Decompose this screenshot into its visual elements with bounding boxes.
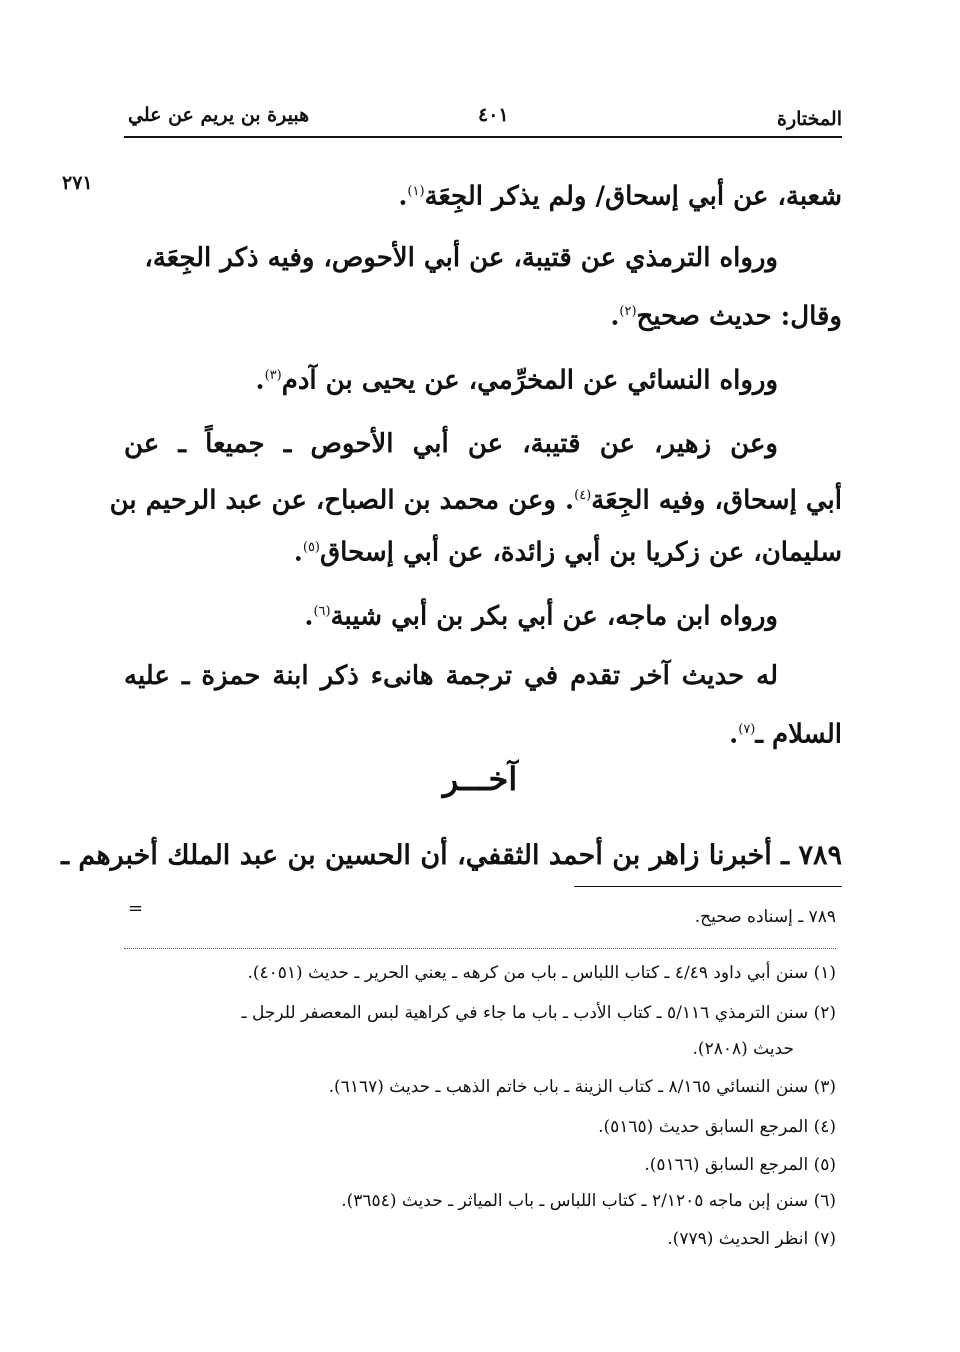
footnote-continuation: حديث (٢٨٠٨).	[692, 1039, 794, 1059]
footnote-ref: (٤)	[574, 488, 592, 503]
header-rule	[124, 136, 842, 138]
footnote-ref: (١)	[407, 184, 425, 199]
footnote: (٥) المرجع السابق (٥١٦٦).	[644, 1155, 836, 1175]
header-book-title: المختارة	[777, 108, 842, 130]
margin-manuscript-ref: ٢٧١	[62, 172, 93, 194]
footnote: (٢) سنن الترمذي ٥/١١٦ ـ كتاب الأدب ـ باب ما جاء في كراهية لبس المعصفر للرجل ـ	[241, 1003, 836, 1023]
footnote-ref: (٦)	[313, 604, 331, 619]
hadith-line: ٧٨٩ ـ أخبرنا زاهر بن أحمد الثقفي، أن الحسين بن عبد الملك أخبرهم ـ	[61, 840, 842, 871]
footnote-ref: (٢)	[619, 304, 637, 319]
body-line: وعن زهير، عن قتيبة، عن أبي الأحوص ـ جميعاً ـ عن	[124, 429, 778, 459]
header-page-number: ٤٠١	[478, 104, 509, 126]
body-line: ورواه النسائي عن المخرِّمي، عن يحيى بن آدم$^{(٣)}$.	[255, 365, 778, 396]
body-line: شعبة، عن أبي إسحاق/ ولم يذكر الجِعَة$^{(١)}$.	[398, 181, 842, 212]
body-line: السلام ـ$^{(٧)}$.	[729, 719, 842, 750]
footnote-dotted-rule	[124, 948, 836, 949]
footnote: (٦) سنن إبن ماجه ٢/١٢٠٥ ـ كتاب اللباس ـ باب المياثر ـ حديث (٣٦٥٤).	[341, 1191, 836, 1211]
body-line: له حديث آخر تقدم في ترجمة هانىء ذكر ابنة حمزة ـ عليه	[124, 661, 778, 691]
body-line: ورواه الترمذي عن قتيبة، عن أبي الأحوص، وفيه ذكر الجِعَة،	[144, 243, 778, 273]
footnote-separator	[574, 886, 842, 887]
grading-note: ٧٨٩ ـ إسناده صحيح.	[694, 907, 836, 927]
footnote: (٣) سنن النسائي ٨/١٦٥ ـ كتاب الزينة ـ باب خاتم الذهب ـ حديث (٦١٦٧).	[328, 1077, 836, 1097]
body-line: أبي إسحاق، وفيه الجِعَة$^{(٤)}$. وعن محمد بن الصباح، عن عبد الرحيم بن	[109, 485, 842, 516]
section-heading: آخـــر	[442, 760, 518, 798]
footnote: (١) سنن أبي داود ٤/٤٩ ـ كتاب اللباس ـ باب من كرهه ـ يعني الحرير ـ حديث (٤٠٥١).	[247, 963, 836, 983]
body-line: ورواه ابن ماجه، عن أبي بكر بن أبي شيبة$^{(٦)}$.	[304, 601, 778, 632]
footnote-ref: (٧)	[738, 722, 756, 737]
footnote: (٧) انظر الحديث (٧٧٩).	[667, 1229, 836, 1249]
continuation-mark: =	[128, 898, 144, 919]
footnote-ref: (٣)	[264, 368, 282, 383]
body-line: وقال: حديث صحيح$^{(٢)}$.	[610, 301, 842, 332]
footnote-ref: (٥)	[302, 540, 320, 555]
body-line: سليمان، عن زكريا بن أبي زائدة، عن أبي إسحاق$^{(٥)}$.	[293, 537, 842, 568]
header-chapter-title: هبيرة بن يريم عن علي	[128, 104, 310, 126]
footnote: (٤) المرجع السابق حديث (٥١٦٥).	[598, 1117, 836, 1137]
